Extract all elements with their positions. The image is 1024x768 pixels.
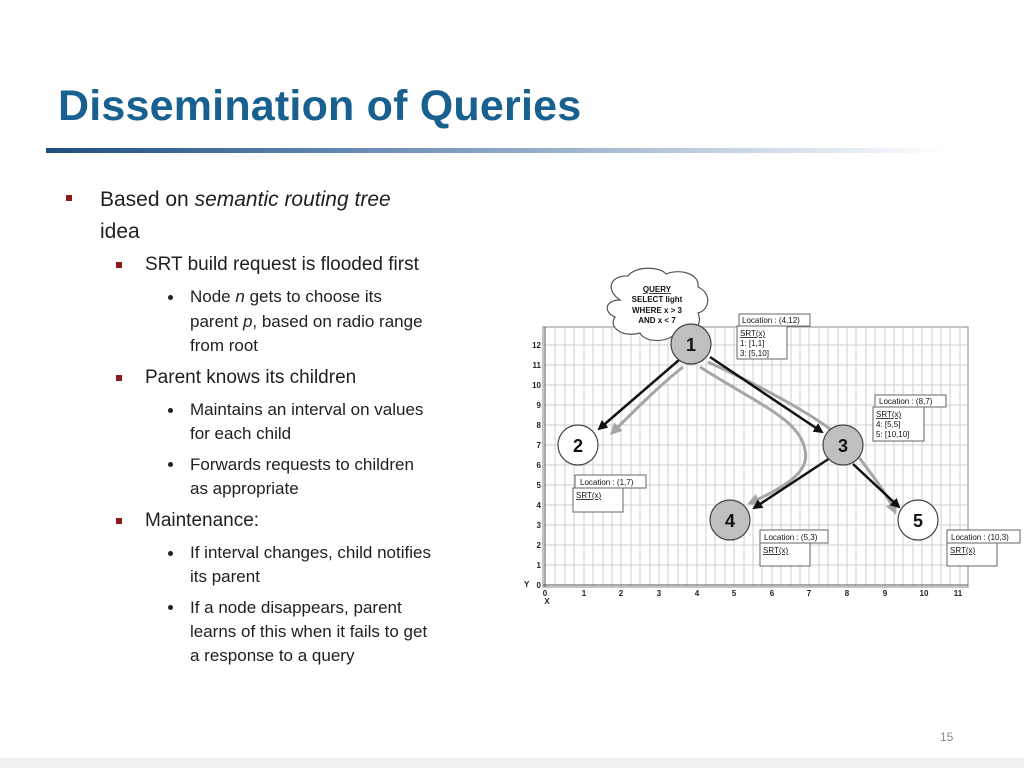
node-1 bbox=[671, 324, 711, 364]
x-axis-label: X bbox=[544, 597, 550, 606]
slide-title: Dissemination of Queries bbox=[58, 82, 582, 130]
node-label: 2 bbox=[572, 436, 584, 456]
bullet-emphasis: semantic routing tree bbox=[194, 188, 391, 211]
srt-entry: 4: [5,5] bbox=[876, 420, 901, 429]
y-tick: 4 bbox=[536, 501, 541, 510]
node-2 bbox=[558, 425, 598, 465]
x-tick: 0 bbox=[542, 589, 548, 598]
srt-label: SRT(x) bbox=[876, 410, 902, 419]
bullet-continuation: idea bbox=[100, 220, 140, 243]
x-tick: 10 bbox=[919, 589, 929, 598]
y-tick: 3 bbox=[536, 521, 541, 530]
node-4 bbox=[710, 500, 750, 540]
node-3 bbox=[823, 425, 863, 465]
srt-label: SRT(x) bbox=[576, 491, 602, 500]
node-label: 5 bbox=[912, 511, 924, 531]
grid bbox=[543, 327, 968, 587]
y-tick: 12 bbox=[532, 341, 541, 350]
y-axis-label: Y bbox=[524, 580, 530, 589]
slide-number: 15 bbox=[940, 730, 954, 744]
bullet-continuation: from root bbox=[190, 336, 259, 355]
x-tick: 11 bbox=[953, 589, 963, 598]
node-label: 4 bbox=[724, 511, 736, 531]
bullet-continuation: as appropriate bbox=[190, 479, 299, 498]
bullet-parent-knows-children: Parent knows its children bbox=[145, 367, 357, 388]
bullet-text: gets to choose its bbox=[244, 287, 382, 306]
x-tick: 8 bbox=[844, 589, 850, 598]
location-label: Location : (8,7) bbox=[879, 397, 933, 406]
srt-label: SRT(x) bbox=[763, 546, 789, 555]
location-label: Location : (4,12) bbox=[742, 316, 800, 325]
x-tick: 6 bbox=[769, 589, 775, 598]
bullet-maintenance: Maintenance: bbox=[145, 510, 260, 531]
location-label: Location : (10,3) bbox=[951, 533, 1009, 542]
y-tick: 0 bbox=[536, 581, 541, 590]
node-label: 3 bbox=[837, 436, 849, 456]
footer-bar bbox=[0, 758, 1024, 768]
info-box-node-5 bbox=[947, 530, 1020, 566]
node-label: 1 bbox=[685, 335, 697, 355]
bullet-continuation: a response to a query bbox=[190, 646, 355, 665]
y-tick: 5 bbox=[536, 481, 541, 490]
y-tick: 2 bbox=[536, 541, 541, 550]
y-tick: 6 bbox=[536, 461, 541, 470]
srt-label: SRT(x) bbox=[950, 546, 976, 555]
y-tick: 10 bbox=[532, 381, 541, 390]
bullet-continuation: learns of this when it fails to get bbox=[190, 622, 428, 641]
srt-label: SRT(x) bbox=[740, 329, 766, 338]
location-label: Location : (5,3) bbox=[764, 533, 818, 542]
bullet-continuation: its parent bbox=[190, 567, 260, 586]
query-line: AND x < 7 bbox=[638, 316, 676, 325]
y-axis-ticks bbox=[532, 341, 541, 590]
query-line: QUERY bbox=[642, 285, 672, 294]
bullet-forwards-requests: Forwards requests to children bbox=[190, 455, 414, 474]
x-tick: 1 bbox=[581, 589, 587, 598]
y-tick: 1 bbox=[536, 561, 541, 570]
bullet-text: , based on radio range bbox=[252, 312, 423, 331]
bullet-interval-changes: If interval changes, child notifies bbox=[190, 543, 431, 562]
query-line: SELECT light bbox=[631, 295, 683, 304]
bullet-emphasis: p bbox=[242, 312, 253, 331]
bullet-text: Node bbox=[190, 287, 236, 306]
x-tick: 2 bbox=[618, 589, 624, 598]
bullet-emphasis: n bbox=[235, 287, 245, 306]
x-tick: 7 bbox=[806, 589, 812, 598]
bullet-srt-build: SRT build request is flooded first bbox=[145, 254, 419, 275]
location-label: Location : (1,7) bbox=[580, 478, 634, 487]
y-tick: 7 bbox=[536, 441, 541, 450]
x-tick: 9 bbox=[882, 589, 888, 598]
y-tick: 9 bbox=[536, 401, 541, 410]
x-tick: 4 bbox=[694, 589, 700, 598]
srt-entry: 5: [10,10] bbox=[876, 430, 910, 439]
x-tick: 5 bbox=[731, 589, 737, 598]
x-axis-ticks bbox=[543, 589, 963, 598]
bullet-node-disappears: If a node disappears, parent bbox=[190, 598, 402, 617]
bullet-text: parent bbox=[190, 312, 243, 331]
bullet-text: Based on bbox=[100, 188, 195, 211]
node-5 bbox=[898, 500, 938, 540]
bullet-continuation: for each child bbox=[190, 424, 292, 443]
y-tick: 11 bbox=[532, 361, 541, 370]
x-tick: 3 bbox=[656, 589, 662, 598]
query-line: WHERE x > 3 bbox=[631, 306, 683, 315]
srt-entry: 1: [1,1] bbox=[740, 339, 765, 348]
y-tick: 8 bbox=[536, 421, 541, 430]
srt-entry: 3: [5,10] bbox=[740, 349, 769, 358]
bullet-maintains-interval: Maintains an interval on values bbox=[190, 400, 424, 419]
